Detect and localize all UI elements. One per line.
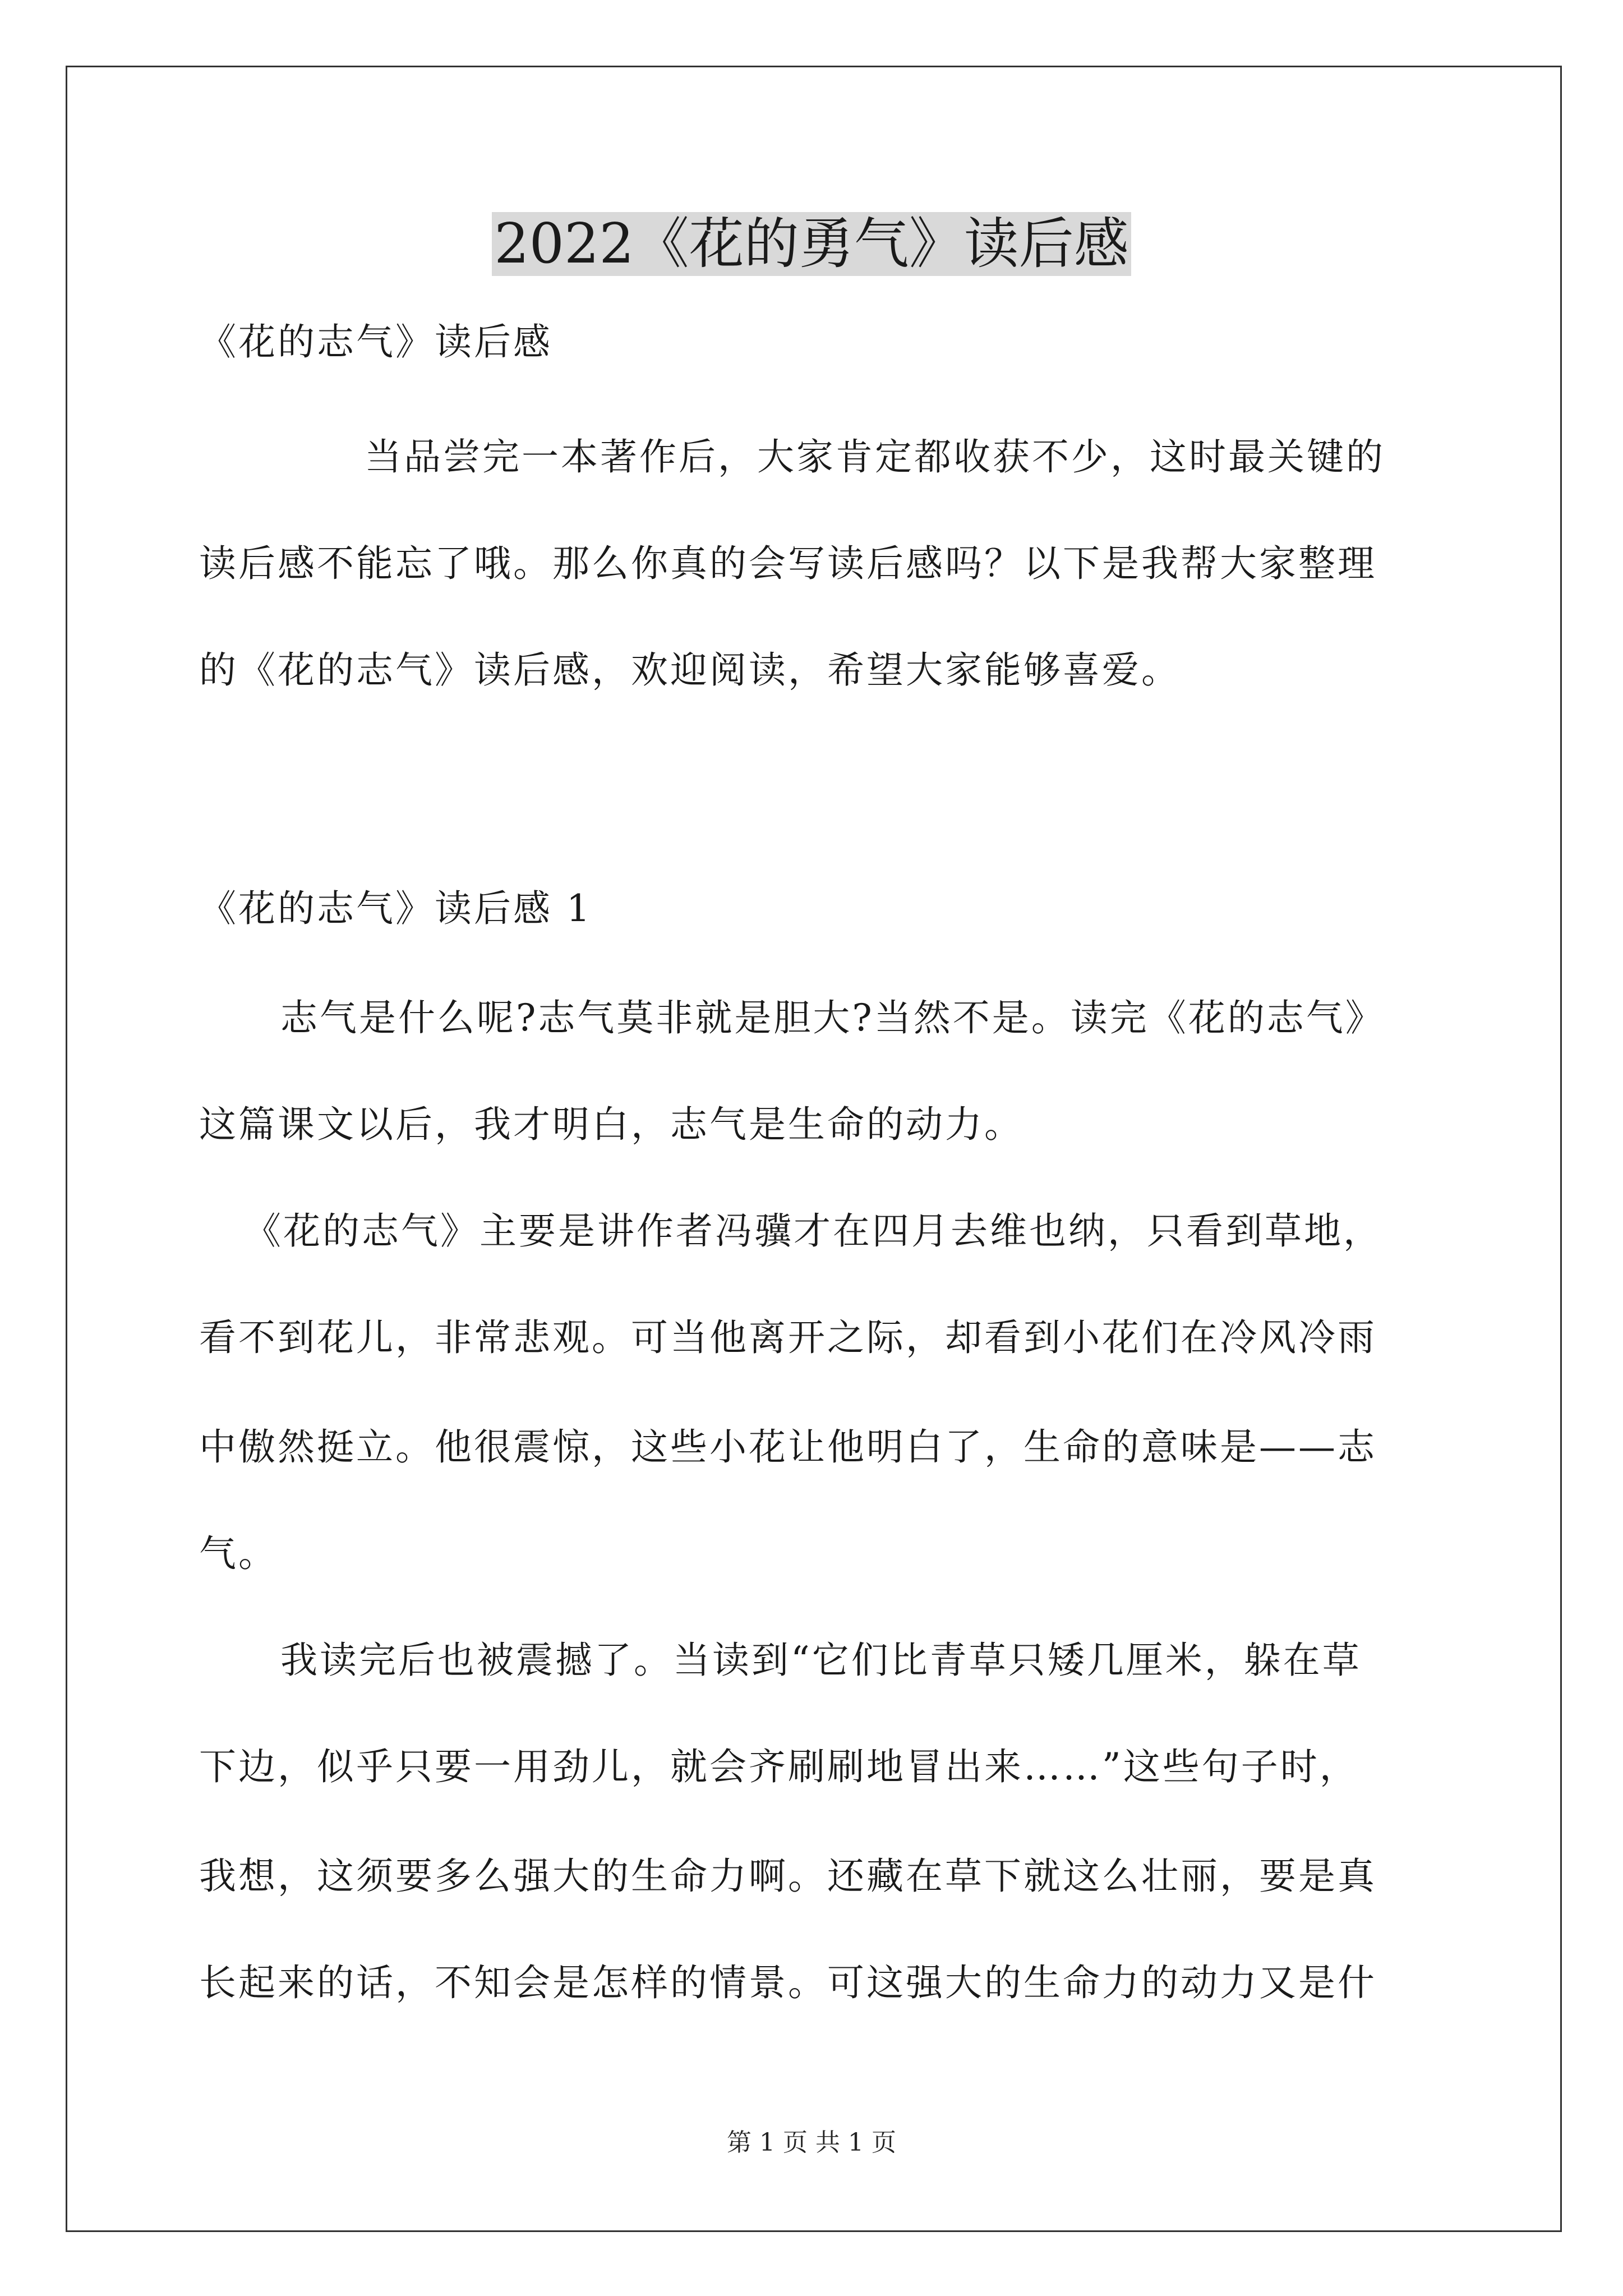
paragraph-line: 的《花的志气》读后感，欢迎阅读，希望大家能够喜爱。 [199, 648, 1181, 692]
paragraph-line: 中傲然挺立。他很震惊，这些小花让他明白了，生命的意味是——志 [199, 1425, 1377, 1469]
document-title [0, 202, 1623, 286]
paragraph-line: 下边，似乎只要一用劲儿，就会齐刷刷地冒出来……”这些句子时， [199, 1745, 1359, 1788]
paragraph-line: 《花的志气》主要是讲作者冯骥才在四月去维也纳，只看到草地， [244, 1209, 1382, 1253]
title-highlight: 2022《花的勇气》读后感 [492, 212, 1131, 276]
paragraph-line: 我想，这须要多么强大的生命力啊。还藏在草下就这么壮丽，要是真 [199, 1855, 1377, 1898]
section-heading: 《花的志气》读后感 1 [199, 887, 592, 930]
paragraph-line: 当品尝完一本著作后，大家肯定都收获不少，这时最关键的 [365, 435, 1385, 478]
paragraph-line: 这篇课文以后，我才明白，志气是生命的动力。 [199, 1103, 1023, 1146]
paragraph-line: 长起来的话，不知会是怎样的情景。可这强大的生命力的动力又是什 [199, 1961, 1377, 2004]
paragraph-line: 我读完后也被震撼了。当读到“它们比青草只矮几厘米，躲在草 [280, 1639, 1362, 1682]
paragraph-line: 志气是什么呢?志气莫非就是胆大?当然不是。读完《花的志气》 [280, 996, 1385, 1039]
paragraph-line: 读后感不能忘了哦。那么你真的会写读后感吗？以下是我帮大家整理 [199, 542, 1377, 585]
paragraph-line: 气。 [199, 1532, 278, 1575]
page-number-footer: 第 1 页 共 1 页 [727, 2128, 896, 2157]
subtitle-line: 《花的志气》读后感 [199, 320, 552, 364]
paragraph-line: 看不到花儿，非常悲观。可当他离开之际，却看到小花们在冷风冷雨 [199, 1316, 1377, 1359]
